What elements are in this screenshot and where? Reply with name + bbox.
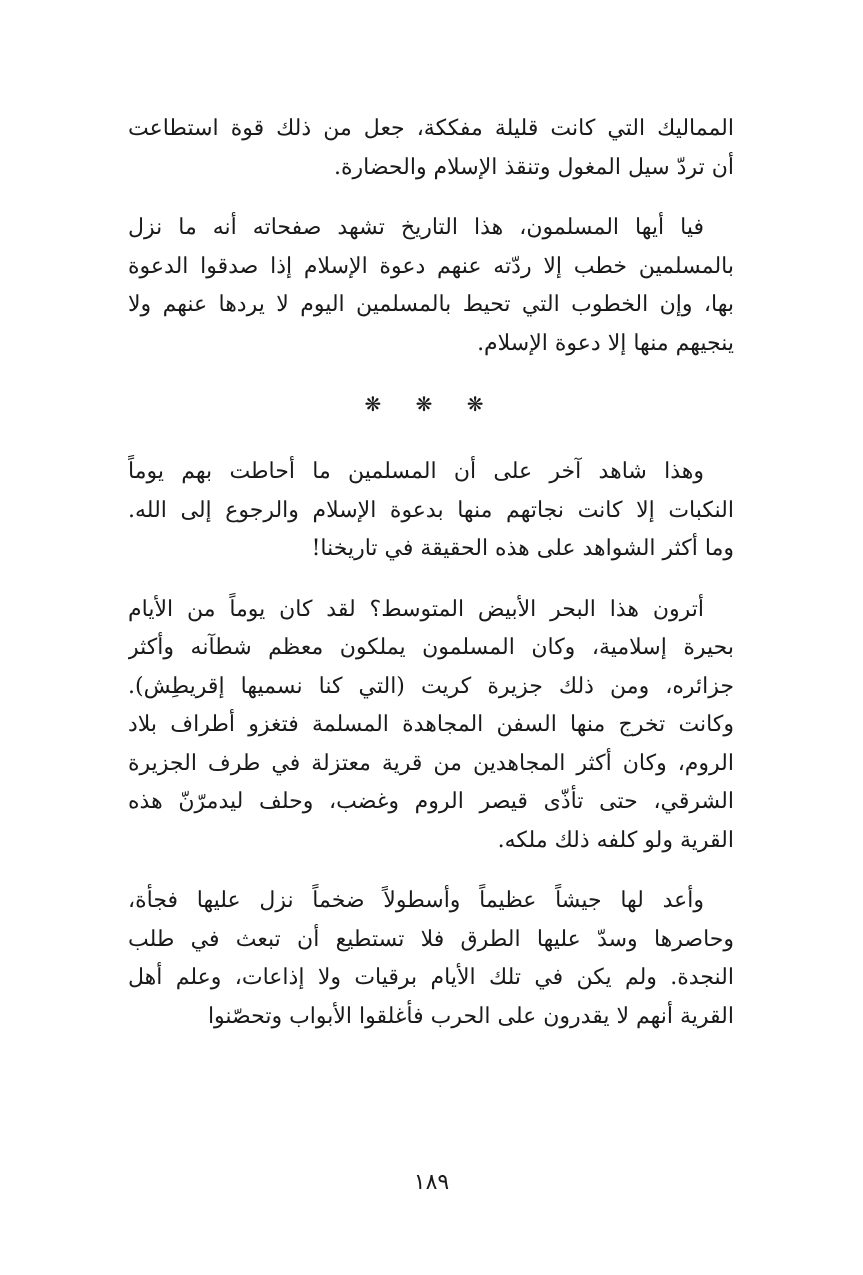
- text-line: بالمسلمين خطب إلا ردّته عنهم دعوة الإسلام إذا صدقوا الدعوة: [128, 253, 734, 279]
- text-line: القرية ولو كلفه ذلك ملكه.: [497, 827, 734, 853]
- text-line: بها، وإن الخطوب التي تحيط بالمسلمين اليوم لا يردها عنهم ولا: [128, 292, 734, 317]
- text-line: الروم، وكان أكثر المجاهدين من قرية معتزلة في طرف الجزيرة: [128, 750, 734, 776]
- paragraph: [128, 453, 734, 569]
- text-line: الشرقي، حتى تأذّى قيصر الروم وغضب، وحلف ليدمرّنّ هذه: [128, 789, 734, 814]
- text-line: أن تردّ سيل المغول وتنقذ الإسلام والحضارة.: [334, 154, 734, 180]
- section-separator: ❋ ❋ ❋: [364, 392, 498, 416]
- paragraph: [128, 209, 734, 363]
- text-line: وما أكثر الشواهد على هذه الحقيقة في تاريخنا!: [311, 536, 734, 561]
- text-line: النجدة. ولم يكن في تلك الأيام برقيات ولا إذاعات، وعلم أهل: [128, 965, 734, 990]
- text-line: المماليك التي كانت قليلة مفككة، جعل من ذلك قوة استطاعت: [128, 116, 734, 141]
- text-block-before-separator: [128, 110, 734, 363]
- text-block-after-separator: [128, 453, 734, 1036]
- text-line: جزائره، ومن ذلك جزيرة كريت (التي كنا نسميها إقريطِش).: [128, 673, 734, 699]
- text-line: فيا أيها المسلمون، هذا التاريخ تشهد صفحاته أنه ما نزل: [128, 215, 704, 240]
- text-line: النكبات إلا كانت نجاتهم منها بدعوة الإسلام والرجوع إلى الله.: [128, 497, 734, 523]
- text-line: وحاصرها وسدّ عليها الطرق فلا تستطيع أن تبعث في طلب: [128, 926, 734, 952]
- page-number: ١٨٩: [413, 1170, 450, 1195]
- paragraph: [128, 110, 734, 187]
- paragraph: [128, 882, 734, 1036]
- paragraph: [128, 591, 734, 861]
- text-line: ينجيهم منها إلا دعوة الإسلام.: [477, 330, 734, 356]
- text-line: وهذا شاهد آخر على أن المسلمين ما أحاطت بهم يوماً: [128, 459, 704, 484]
- text-line: بحيرة إسلامية، وكان المسلمون يملكون معظم شطآنه وأكثر: [128, 635, 734, 660]
- text-line: أترون هذا البحر الأبيض المتوسط؟ لقد كان يوماً من الأيام: [128, 596, 704, 622]
- text-line: وكانت تخرج منها السفن المجاهدة المسلمة فتغزو أطراف بلاد: [128, 712, 734, 737]
- text-line: القرية أنهم لا يقدرون على الحرب فأغلقوا الأبواب وتحصّنوا: [207, 1003, 734, 1029]
- page-body: [128, 110, 734, 1058]
- text-line: وأعد لها جيشاً عظيماً وأسطولاً ضخماً نزل عليها فجأة،: [128, 888, 704, 913]
